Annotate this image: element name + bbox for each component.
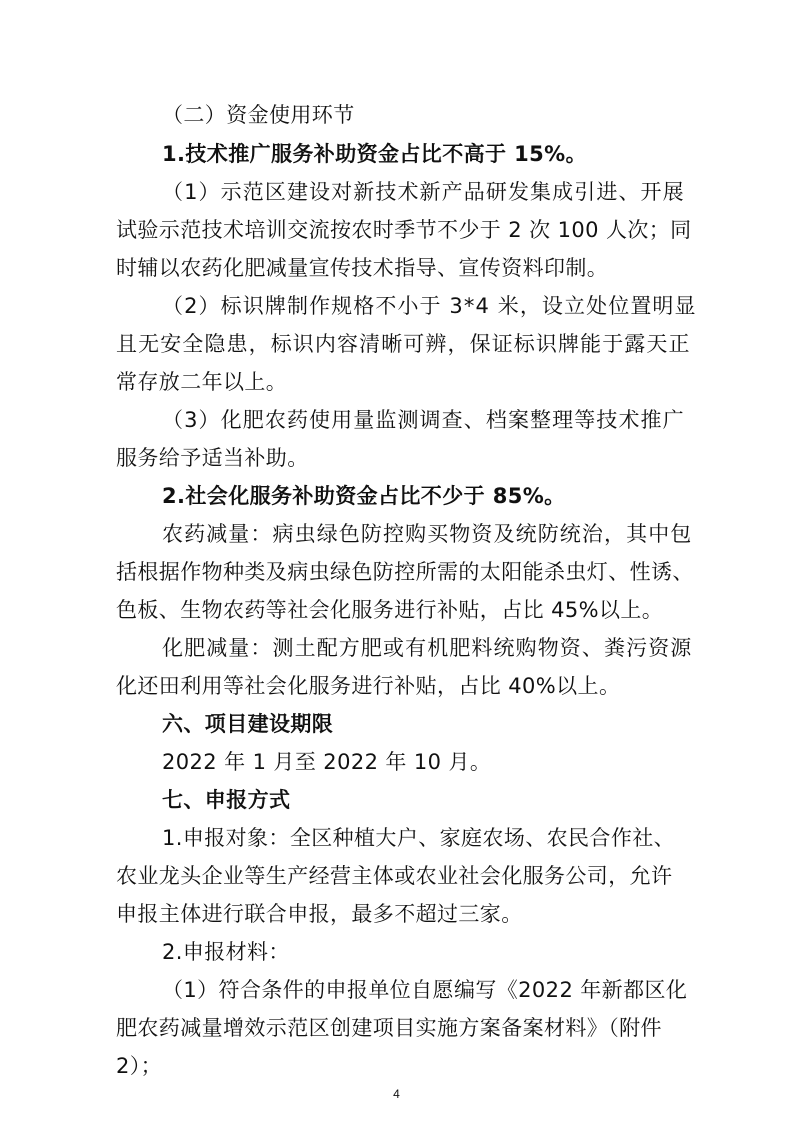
paragraph-line: （3）化肥农药使用量监测调查、档案整理等技术推广: [162, 408, 685, 432]
paragraph-line: （1）示范区建设对新技术新产品研发集成引进、开展: [162, 180, 685, 204]
page-number: 4: [393, 1087, 400, 1101]
paragraph-line: 2022 年 1 月至 2022 年 10 月。: [162, 750, 492, 774]
paragraph-line: 时辅以农药化肥减量宣传技术指导、宣传资料印制。: [116, 256, 609, 280]
item-heading-tech-promotion: 1.技术推广服务补助资金占比不高于 15%。: [162, 142, 587, 166]
paragraph-line: 色板、生物农药等社会化服务进行补贴，占比 45%以上。: [116, 598, 664, 622]
paragraph-line: 试验示范技术培训交流按农时季节不少于 2 次 100 人次；同: [116, 218, 692, 242]
item-heading-social-service: 2.社会化服务补助资金占比不少于 85%。: [162, 484, 566, 508]
paragraph-line: 2）；: [116, 1054, 163, 1078]
paragraph-line: 农业龙头企业等生产经营主体或农业社会化服务公司，允许: [116, 864, 673, 888]
paragraph-line: 1.申报对象：全区种植大户、家庭农场、农民合作社、: [162, 826, 676, 850]
paragraph-line: 化肥减量：测土配方肥或有机肥料统购物资、粪污资源: [162, 636, 693, 660]
subsection-heading: （二）资金使用环节: [162, 103, 355, 127]
paragraph-line: 化还田利用等社会化服务进行补贴，占比 40%以上。: [116, 674, 621, 698]
paragraph-line: （2）标识牌制作规格不小于 3*4 米，设立处位置明显: [162, 294, 697, 318]
paragraph-line: 服务给予适当补助。: [116, 446, 309, 470]
paragraph-line: 且无安全隐患，标识内容清晰可辨，保证标识牌能于露天正: [116, 332, 691, 356]
paragraph-line: 括根据作物种类及病虫绿色防控所需的太阳能杀虫灯、性诱、: [116, 560, 694, 584]
paragraph-line: 申报主体进行联合申报，最多不超过三家。: [116, 902, 523, 926]
paragraph-line: 农药减量：病虫绿色防控购买物资及统防统治，其中包: [162, 522, 693, 546]
paragraph-line: 2.申报材料：: [162, 940, 290, 964]
section-heading-application-method: 七、申报方式: [162, 788, 291, 812]
paragraph-line: 肥农药减量增效示范区创建项目实施方案备案材料》（附件: [116, 1016, 662, 1040]
paragraph-line: （1）符合条件的申报单位自愿编写《2022 年新都区化: [162, 978, 688, 1002]
section-heading-construction-period: 六、项目建设期限: [162, 712, 334, 736]
paragraph-line: 常存放二年以上。: [116, 370, 288, 394]
